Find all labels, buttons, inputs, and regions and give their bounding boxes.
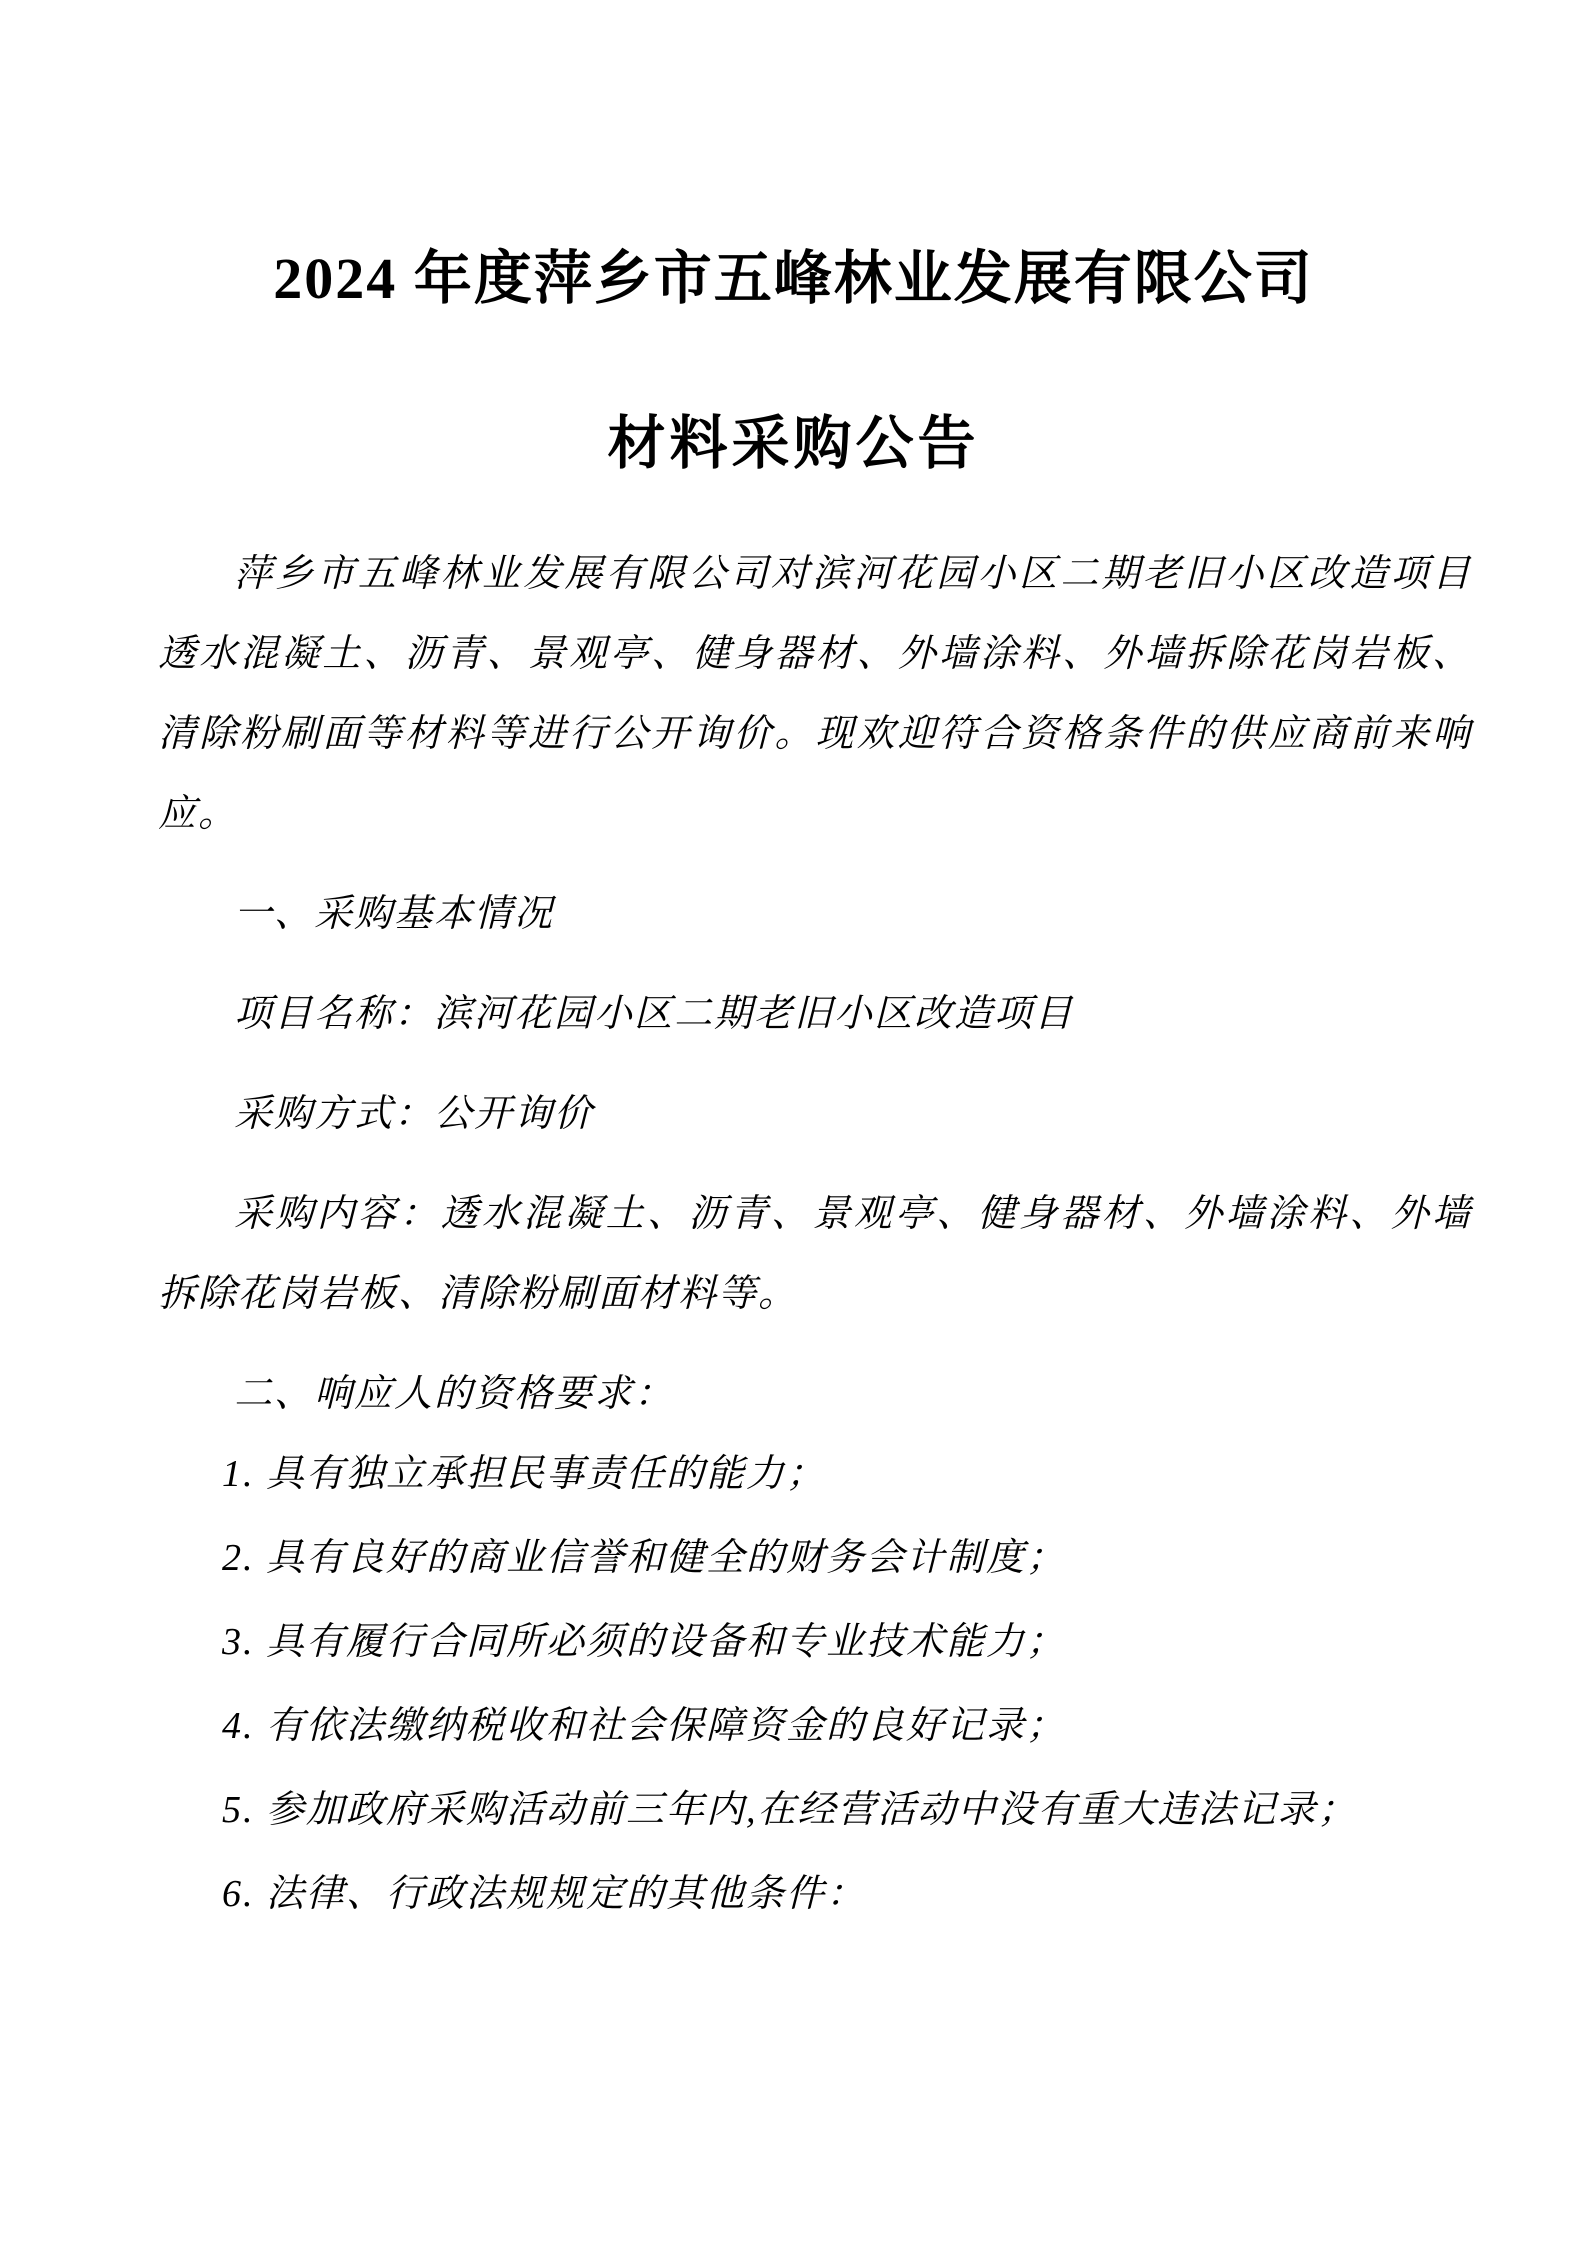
requirement-item-2: 2. 具有良好的商业信誉和健全的财务会计制度； — [222, 1537, 1067, 1579]
requirement-item-5: 5. 参加政府采购活动前三年内,在经营活动中没有重大违法记录； — [222, 1789, 1358, 1831]
doc-title-line-2: 材料采购公告 — [607, 411, 980, 476]
doc-title-line-1: 2024 年度萍乡市五峰林业发展有限公司 — [273, 246, 1314, 311]
purchase-content-line: 采购内容：透水混凝土、沥青、景观亭、健身器材、外墙涂料、外墙拆除花岗岩板、清除粉刷面材料等。 — [158, 1193, 1472, 1315]
requirement-item-3: 3. 具有履行合同所必须的设备和专业技术能力； — [222, 1621, 1067, 1663]
project-name-line: 项目名称：滨河花园小区二期老旧小区改造项目 — [234, 993, 1075, 1035]
requirement-item-1: 1. 具有独立承担民事责任的能力； — [222, 1453, 827, 1495]
requirement-item-4: 4. 有依法缴纳税收和社会保障资金的良好记录； — [222, 1705, 1067, 1747]
section-2-heading: 二、响应人的资格要求： — [234, 1373, 675, 1415]
doc-body — [158, 534, 1472, 1934]
purchase-method-line: 采购方式：公开询价 — [234, 1093, 595, 1135]
requirement-item-6: 6. 法律、行政法规规定的其他条件： — [222, 1873, 867, 1915]
section-1-heading: 一、采购基本情况 — [234, 893, 555, 935]
intro-paragraph: 萍乡市五峰林业发展有限公司对滨河花园小区二期老旧小区改造项目透水混凝土、沥青、景观亭、健身器材、外墙涂料、外墙拆除花岗岩板、清除粉刷面等材料等进行公开询价。现欢迎符合资格条件的供应商前来响应。 — [158, 553, 1472, 835]
